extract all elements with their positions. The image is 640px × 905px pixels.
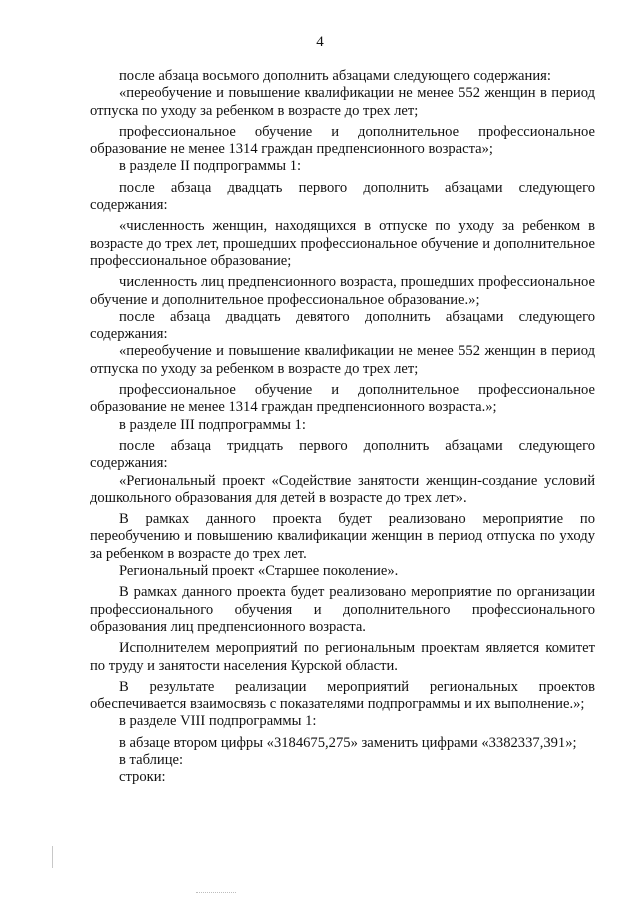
paragraph: после абзаца двадцать первого дополнить абзацами следующего содержания: <box>90 179 595 214</box>
margin-mark <box>52 846 53 868</box>
paragraph: В результате реализации мероприятий региональных проектов обеспечивается взаимосвязь с показателями подпрограммы и их выполнение.»; <box>90 678 595 713</box>
paragraph: «Региональный проект «Содействие занятости женщин-создание условий дошкольного образования для детей в возрасте до трех лет». <box>90 472 595 506</box>
paragraph: в разделе II подпрограммы 1: <box>119 158 302 175</box>
paragraph: профессиональное обучение и дополнительное профессиональное образование не менее 1314 граждан предпенсионного возраста»; <box>90 123 595 158</box>
page-number: 4 <box>316 34 324 50</box>
scan-artifact <box>196 892 236 894</box>
paragraph: В рамках данного проекта будет реализовано мероприятие по переобучению и повышению квалификации женщин в период отпуска по уходу за ребенком в возрасте до трех лет. <box>90 511 595 562</box>
paragraph: после абзаца восьмого дополнить абзацами следующего содержания: <box>119 68 551 84</box>
paragraph: в таблице: <box>119 751 184 768</box>
paragraph: Исполнителем мероприятий по региональным проектам является комитет по труду и занятости населения Курской области. <box>90 640 595 674</box>
paragraph: численность лиц предпенсионного возраста, прошедших профессиональное обучение и дополнительное профессиональное образование.»; <box>90 274 595 308</box>
paragraph: в разделе VIII подпрограммы 1: <box>119 713 317 730</box>
paragraph: «переобучение и повышение квалификации не менее 552 женщин в период отпуска по уходу за ребенком в возрасте до трех лет; <box>90 343 595 377</box>
paragraph: после абзаца двадцать девятого дополнить абзацами следующего содержания: <box>90 308 595 343</box>
paragraph: Региональный проект «Старшее поколение». <box>119 563 399 580</box>
paragraph: профессиональное обучение и дополнительное профессиональное образование не менее 1314 граждан предпенсионного возраста.»; <box>90 382 595 416</box>
paragraph: в абзаце втором цифры «3184675,275» заменить цифрами «3382337,391»; <box>119 734 577 751</box>
paragraph: «численность женщин, находящихся в отпуске по уходу за ребенком в возрасте до трех лет, прошедших профессиональное обучение и дополнительное профессиональное образование; <box>90 218 595 269</box>
paragraph: В рамках данного проекта будет реализовано мероприятие по организации профессионального обучения и дополнительного профессионального образования лиц предпенсионного возраста. <box>90 584 595 635</box>
paragraph: в разделе III подпрограммы 1: <box>119 416 306 433</box>
paragraph: после абзаца тридцать первого дополнить абзацами следующего содержания: <box>90 437 595 472</box>
paragraph: строки: <box>119 769 166 786</box>
document-body <box>90 68 595 787</box>
paragraph: «переобучение и повышение квалификации не менее 552 женщин в период отпуска по уходу за ребенком в возрасте до трех лет; <box>90 85 595 119</box>
